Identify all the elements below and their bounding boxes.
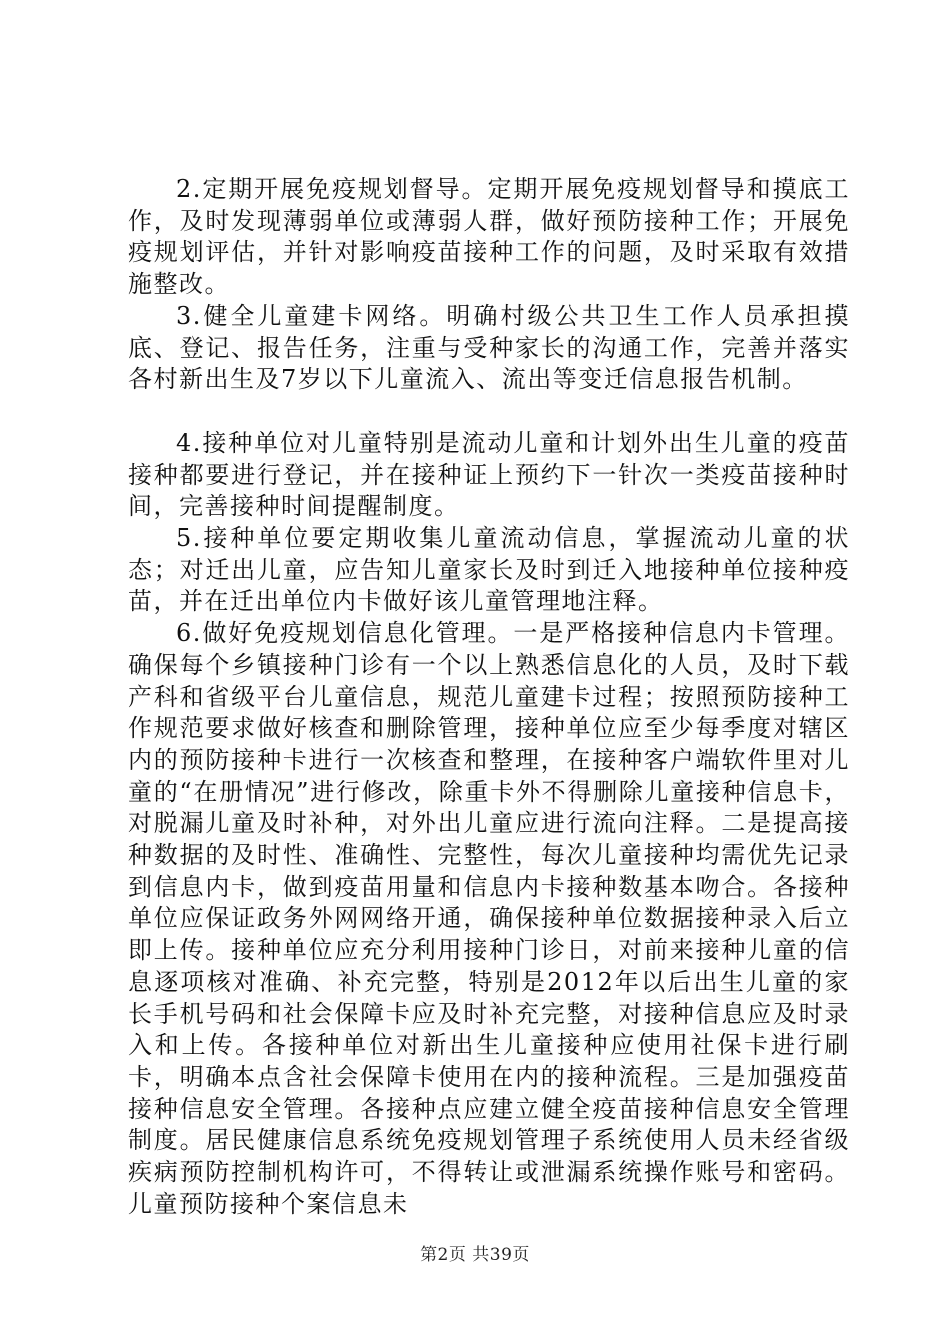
document-body xyxy=(128,174,850,1221)
paragraph-item-2: 2.定期开展免疫规划督导。定期开展免疫规划督导和摸底工作，及时发现薄弱单位或薄弱人群，做好预防接种工作；开展免疫规划评估，并针对影响疫苗接种工作的问题，及时采取有效措施整改。 xyxy=(128,175,850,299)
page-number-footer: 第2页 共39页 xyxy=(420,1245,530,1265)
paragraph-item-6: 6.做好免疫规划信息化管理。一是严格接种信息内卡管理。确保每个乡镇接种门诊有一个以上熟悉信息化的人员，及时下载产科和省级平台儿童信息，规范儿童建卡过程；按照预防接种工作规范要求做好核查和删除管理，接种单位应至少每季度对辖区内的预防接种卡进行一次核查和整理，在接种客户端软件里对儿童的“在册情况”进行修改，除重卡外不得删除儿童接种信息卡，对脱漏儿童及时补种，对外出儿童应进行流向注释。二是提高接种数据的及时性、准确性、完整性，每次儿童接种均需优先记录到信息内卡，做到疫苗用量和信息内卡接种数基本吻合。各接种单位应保证政务外网网络开通，确保接种单位数据接种录入后立即上传。接种单位应充分利用接种门诊日，对前来接种儿童的信息逐项核对准确、补充完整，特别是2012年以后出生儿童的家长手机号码和社会保障卡应及时补充完整，对接种信息应及时录入和上传。各接种单位对新出生儿童接种应使用社保卡进行刷卡，明确本点含社会保障卡使用在内的接种流程。三是加强疫苗接种信息安全管理。各接种点应建立健全疫苗接种信息安全管理制度。居民健康信息系统免疫规划管理子系统使用人员未经省级疾病预防控制机构许可，不得转让或泄漏系统操作账号和密码。儿童预防接种个案信息未 xyxy=(128,619,850,1218)
paragraph-item-4: 4.接种单位对儿童特别是流动儿童和计划外出生儿童的疫苗接种都要进行登记，并在接种证上预约下一针次一类疫苗接种时间，完善接种时间提醒制度。 xyxy=(128,428,850,521)
paragraph-gap xyxy=(128,396,850,428)
paragraph-item-5: 5.接种单位要定期收集儿童流动信息，掌握流动儿童的状态；对迁出儿童，应告知儿童家长及时到迁入地接种单位接种疫苗，并在迁出单位内卡做好该儿童管理地注释。 xyxy=(128,524,850,616)
paragraph-item-3: 3.健全儿童建卡网络。明确村级公共卫生工作人员承担摸底、登记、报告任务，注重与受种家长的沟通工作，完善并落实各村新出生及7岁以下儿童流入、流出等变迁信息报告机制。 xyxy=(128,301,850,394)
